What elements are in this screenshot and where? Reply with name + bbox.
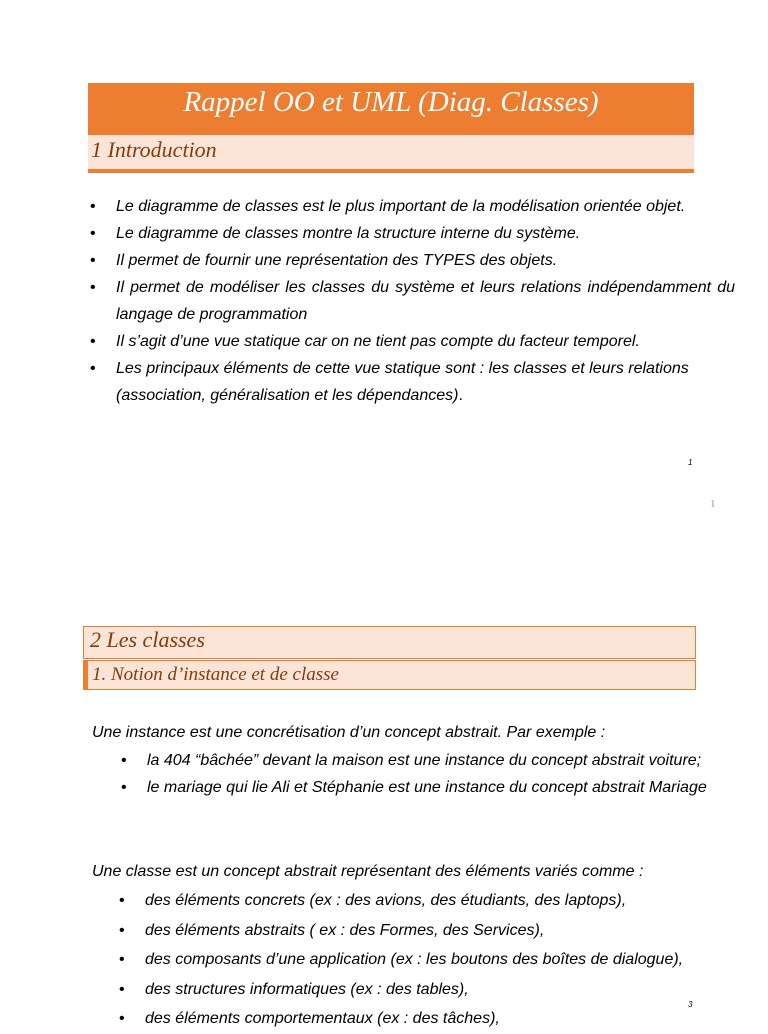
subsection-heading: 1. Notion d’instance et de classe: [92, 664, 339, 685]
class-intro-text: Une classe est un concept abstrait représentant des éléments variés comme :: [92, 863, 644, 880]
footnote-number: 1: [688, 458, 693, 467]
bullet-icon: •: [90, 225, 96, 242]
bullet-icon: •: [119, 1010, 125, 1027]
bullet-icon: •: [121, 752, 127, 769]
bullet-icon: •: [90, 333, 96, 350]
bullet-icon: •: [119, 951, 125, 968]
list-item: • Il permet de modéliser les classes du système et leurs relations indépendamment du langage de programmation: [90, 274, 735, 328]
class-examples-list: [119, 886, 749, 1034]
list-item: • des éléments concrets (ex : des avions, des étudiants, des laptops),: [119, 886, 749, 916]
bullet-icon: •: [90, 198, 96, 215]
bullet-icon: •: [90, 252, 96, 269]
list-item: • Il s’agit d’une vue statique car on ne tient pas compte du facteur temporel.: [90, 328, 735, 355]
list-item: • le mariage qui lie Ali et Stéphanie est une instance du concept abstrait Mariage: [121, 774, 711, 801]
bullet-icon: •: [90, 360, 96, 377]
instance-examples-list: [121, 747, 711, 801]
bullet-icon: •: [119, 892, 125, 909]
list-item: • Le diagramme de classes est le plus important de la modélisation orientée objet.: [90, 193, 735, 220]
list-item: • des éléments abstraits ( ex : des Formes, des Services),: [119, 916, 749, 946]
section-heading-introduction: 1 Introduction: [91, 137, 217, 162]
slide-title: Rappel OO et UML (Diag. Classes): [183, 86, 599, 118]
instance-intro-text: Une instance est une concrétisation d’un concept abstrait. Par exemple :: [92, 724, 606, 741]
list-item: • Les principaux éléments de cette vue statique sont : les classes et leurs relations (association, généralisation et les dépendances).: [90, 355, 735, 409]
page-number: 1: [710, 498, 716, 510]
list-item: • la 404 “bâchée” devant la maison est une instance du concept abstrait voiture;: [121, 747, 711, 774]
list-item: • des composants d’une application (ex : les boutons des boîtes de dialogue),: [119, 945, 749, 975]
bullet-icon: •: [119, 921, 125, 939]
bullet-icon: •: [90, 279, 96, 296]
list-item: • Il permet de fournir une représentation des TYPES des objets.: [90, 247, 735, 274]
list-item: • des éléments comportementaux (ex : des tâches),: [119, 1004, 749, 1034]
section-heading-classes: 2 Les classes: [90, 627, 205, 652]
introduction-bullet-list: [90, 193, 735, 409]
footnote-number: 3: [688, 1000, 693, 1009]
bullet-icon: •: [119, 980, 125, 998]
list-item: • des structures informatiques (ex : des tables),: [119, 975, 749, 1005]
bullet-icon: •: [121, 779, 127, 796]
list-item: • Le diagramme de classes montre la structure interne du système.: [90, 220, 735, 247]
